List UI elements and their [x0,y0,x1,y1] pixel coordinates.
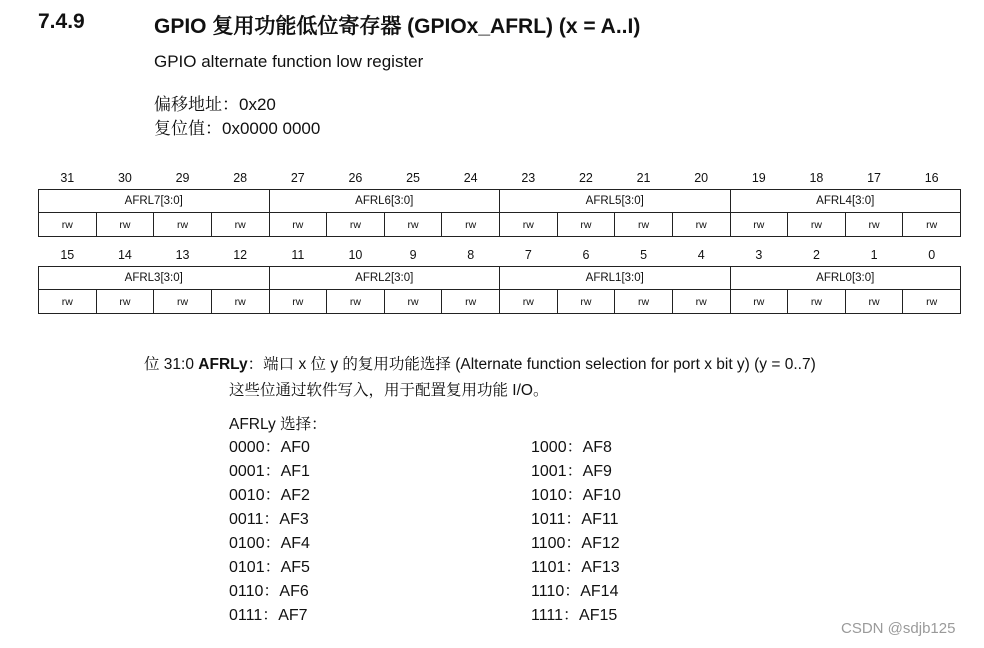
field-afrl4: AFRL4[3:0] [730,190,961,213]
bit-number: 11 [291,248,305,262]
bit-number: 8 [467,248,475,262]
bit-number-row [39,244,961,267]
register-table-upper [38,167,961,237]
section-title: GPIO 复用功能低位寄存器 (GPIOx_AFRL) (x = A..I) [154,15,641,38]
list-item: 0001：AF1 [229,463,310,480]
access-cell: rw [442,213,500,237]
list-item: 1100：AF12 [531,535,620,552]
access-cell: rw [96,213,154,237]
access-cell: rw [154,290,212,314]
bit-number: 2 [812,248,820,262]
access-cell: rw [39,290,97,314]
access-cell: rw [615,213,673,237]
bit-number: 5 [640,248,648,262]
field-row [39,267,961,290]
access-cell: rw [845,213,903,237]
bit-number: 29 [175,171,190,185]
bit-number: 16 [924,171,939,185]
access-cell: rw [672,213,730,237]
access-cell: rw [903,290,961,314]
bit-number: 1 [870,248,878,262]
field-afrl3: AFRL3[3:0] [39,267,270,290]
field-row [39,190,961,213]
access-cell: rw [557,290,615,314]
bit-number: 31 [60,171,75,185]
list-item: 0000：AF0 [229,439,310,456]
access-cell: rw [39,213,97,237]
bit-number: 21 [636,171,651,185]
bits-label: 位 31:0 [144,356,194,373]
list-item: 1010：AF10 [531,487,621,504]
list-item: 0101：AF5 [229,559,310,576]
bit-number: 12 [233,248,248,262]
reset-value: 复位值：0x0000 0000 [154,119,321,138]
access-cell: rw [269,213,327,237]
bit-number: 14 [117,248,132,262]
access-row [39,213,961,237]
list-item: 1011：AF11 [531,511,619,528]
list-item: 0011：AF3 [229,511,309,528]
bit-number: 30 [117,171,132,185]
list-item: 1001：AF9 [531,463,612,480]
bit-number: 19 [751,171,766,185]
list-item: 1110：AF14 [531,583,619,600]
bit-description [144,352,816,374]
section-number: 7.4.9 [38,10,85,33]
bit-number: 24 [463,171,478,185]
list-item: 0111：AF7 [229,607,308,624]
bit-number: 17 [867,171,882,185]
watermark: CSDN @sdjb125 [841,620,956,637]
bit-number: 23 [521,171,536,185]
option-list-left [229,436,310,628]
access-cell: rw [672,290,730,314]
access-cell: rw [327,290,385,314]
access-cell: rw [615,290,673,314]
bit-number: 9 [409,248,417,262]
bit-number: 18 [809,171,824,185]
list-item: 1000：AF8 [531,439,612,456]
access-cell: rw [442,290,500,314]
access-cell: rw [269,290,327,314]
access-cell: rw [500,290,558,314]
bit-number: 7 [524,248,532,262]
access-cell: rw [903,213,961,237]
access-cell: rw [96,290,154,314]
access-cell: rw [154,213,212,237]
bit-number: 27 [290,171,305,185]
bit-number: 3 [755,248,763,262]
description-text: ：端口 x 位 y 的复用功能选择 (Alternate function selection for port x bit y) (y = 0..7) [247,356,816,373]
access-cell: rw [557,213,615,237]
register-table-lower [38,244,961,314]
bit-number: 15 [60,248,75,262]
field-afrl1: AFRL1[3:0] [500,267,731,290]
field-afrl6: AFRL6[3:0] [269,190,500,213]
access-cell: rw [500,213,558,237]
access-cell: rw [730,290,788,314]
access-cell: rw [384,213,442,237]
access-cell: rw [211,213,269,237]
field-name: AFRLy [198,356,248,373]
access-cell: rw [211,290,269,314]
access-cell: rw [384,290,442,314]
list-item: 1101：AF13 [531,559,620,576]
bit-number: 6 [582,248,590,262]
bit-number: 0 [928,248,936,262]
bit-number: 25 [406,171,421,185]
bit-number: 20 [694,171,709,185]
field-afrl7: AFRL7[3:0] [39,190,270,213]
access-cell: rw [788,213,846,237]
field-afrl0: AFRL0[3:0] [730,267,961,290]
offset-address: 偏移地址：0x20 [154,95,276,114]
option-list-right [531,436,621,628]
bit-number: 28 [233,171,248,185]
access-cell: rw [845,290,903,314]
bit-number: 22 [578,171,593,185]
list-item: 1111：AF15 [531,607,618,624]
access-cell: rw [730,213,788,237]
list-item: 0110：AF6 [229,583,309,600]
field-afrl2: AFRL2[3:0] [269,267,500,290]
bit-number-row [39,167,961,190]
bit-number: 26 [348,171,363,185]
bit-number: 13 [175,248,190,262]
bit-number: 4 [697,248,705,262]
bit-number: 10 [348,248,363,262]
access-row [39,290,961,314]
selection-title: AFRLy 选择： [229,416,327,433]
field-afrl5: AFRL5[3:0] [500,190,731,213]
description-line2: 这些位通过软件写入，用于配置复用功能 I/O。 [229,382,549,399]
access-cell: rw [327,213,385,237]
list-item: 0100：AF4 [229,535,310,552]
register-subtitle: GPIO alternate function low register [154,52,424,71]
access-cell: rw [788,290,846,314]
list-item: 0010：AF2 [229,487,310,504]
